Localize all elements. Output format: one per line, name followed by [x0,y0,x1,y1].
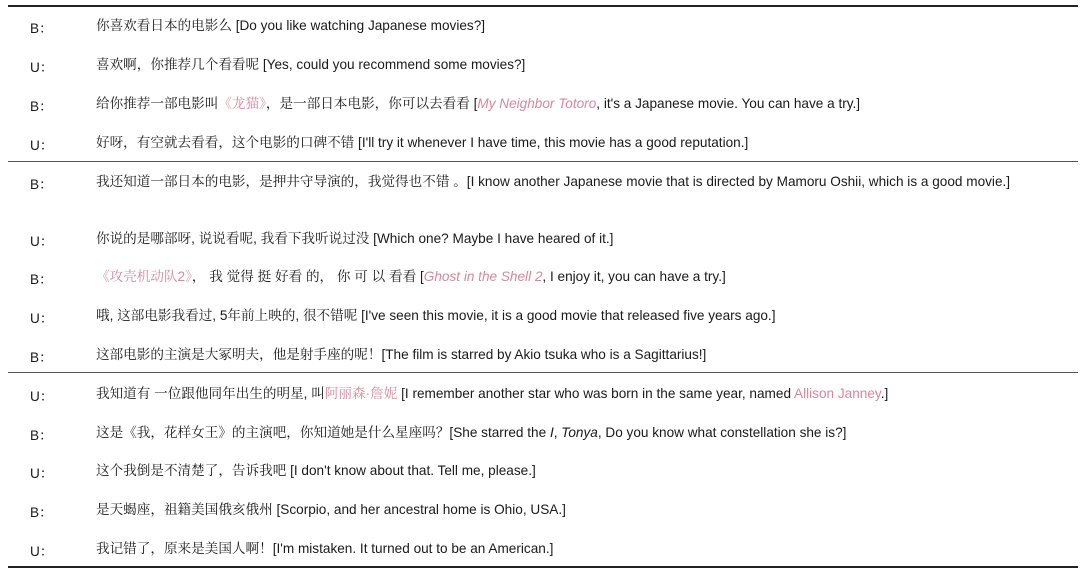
speaker-label: U： [30,466,54,481]
highlighted-entity: 《龙猫》 [218,96,266,111]
speaker-label: U： [30,234,54,249]
utterance-text [96,95,1056,112]
speaker-label: B： [30,21,53,36]
utterance-segment: [I remember another star who was born in the same year, named [397,386,795,401]
utterance-segment: 你喜欢看日本的电影么 [Do you like watching Japanese movies?] [96,18,486,33]
speaker-label: U： [30,544,54,559]
speaker-label: B： [30,350,53,365]
utterance-segment: 这个我倒是不清楚了，告诉我吧 [I don't know about that. Tell me, please.] [96,463,536,478]
utterance-text [96,134,1056,151]
section-divider [8,161,1078,162]
speaker-label: B： [30,505,53,520]
utterance-segment: , [553,425,562,440]
highlighted-entity: Tonya [561,425,598,440]
utterance-segment: 哦, 这部电影我看过, 5年前上映的, 很不错呢 [I've seen this movie, it is a good movie that released five years ago.] [96,308,776,323]
utterance-segment: 是天蝎座，祖籍美国俄亥俄州 [Scorpio, and her ancestral home is Ohio, USA.] [96,502,566,517]
bottom-rule [8,566,1078,568]
utterance-segment: ，是一部日本电影，你可以去看看 [ [265,96,478,111]
speaker-label: B： [30,99,53,114]
speaker-label: U： [30,60,54,75]
speaker-label: U： [30,138,54,153]
utterance-text [96,540,1056,557]
highlighted-entity: My Neighbor Totoro [477,96,597,111]
utterance-segment: 我记错了，原来是美国人啊！[I'm mistaken. It turned out to be an American.] [96,541,554,556]
utterance-text [96,17,1056,34]
highlighted-entity: Ghost in the Shell 2 [423,269,543,284]
highlighted-entity: 《攻壳机动队2》 [96,269,192,284]
speaker-label: B： [30,428,53,443]
utterance-segment: , it's a Japanese movie. You can have a try.] [596,96,861,111]
utterance-segment: 这部电影的主演是大冢明夫，他是射手座的呢！[The film is starred by Akio tsuka who is a Sagittarius!] [96,347,707,362]
utterance-text [96,346,1056,363]
utterance-segment: .] [880,386,889,401]
utterance-text [96,424,1056,441]
utterance-segment: ， 我 觉得 挺 好看 的， 你 可 以 看看 [ [191,269,424,284]
utterance-text [96,268,1056,285]
utterance-text [96,173,1056,190]
top-rule [8,5,1078,7]
utterance-text [96,307,1056,324]
utterance-segment: 我还知道一部日本的电影，是押井守导演的，我觉得也不错 。[I know another Japanese movie that is directed by Mamoru Oshii, which is a good movie.] [96,174,1011,189]
utterance-text [96,230,1056,247]
speaker-label: B： [30,177,53,192]
utterance-segment: 我知道有 一位跟他同年出生的明星, 叫 [96,386,325,401]
utterance-segment: 给你推荐一部电影叫 [96,96,219,111]
utterance-segment: , I enjoy it, you can have a try.] [542,269,726,284]
section-divider [8,372,1078,373]
highlighted-entity: I [549,425,554,440]
utterance-text [96,501,1056,518]
speaker-label: U： [30,311,54,326]
highlighted-entity: Allison Janney [794,386,881,401]
utterance-segment: 好呀，有空就去看看，这个电影的口碑不错 [I'll try it whenever I have time, this movie has a good reputation.] [96,135,749,150]
utterance-segment: 喜欢啊，你推荐几个看看呢 [Yes, could you recommend some movies?] [96,57,526,72]
utterance-text [96,56,1056,73]
highlighted-entity: 阿丽森·詹妮 [324,386,398,401]
utterance-segment: , Do you know what constellation she is?] [597,425,847,440]
speaker-label: B： [30,272,53,287]
utterance-text [96,462,1056,479]
utterance-segment: 你说的是哪部呀, 说说看呢, 我看下我听说过没 [Which one? Maybe I have heared of it.] [96,231,614,246]
utterance-text [96,385,1056,402]
utterance-segment: 这是《我，花样女王》的主演吧，你知道她是什么星座吗？[She starred the [96,425,550,440]
speaker-label: U： [30,389,54,404]
